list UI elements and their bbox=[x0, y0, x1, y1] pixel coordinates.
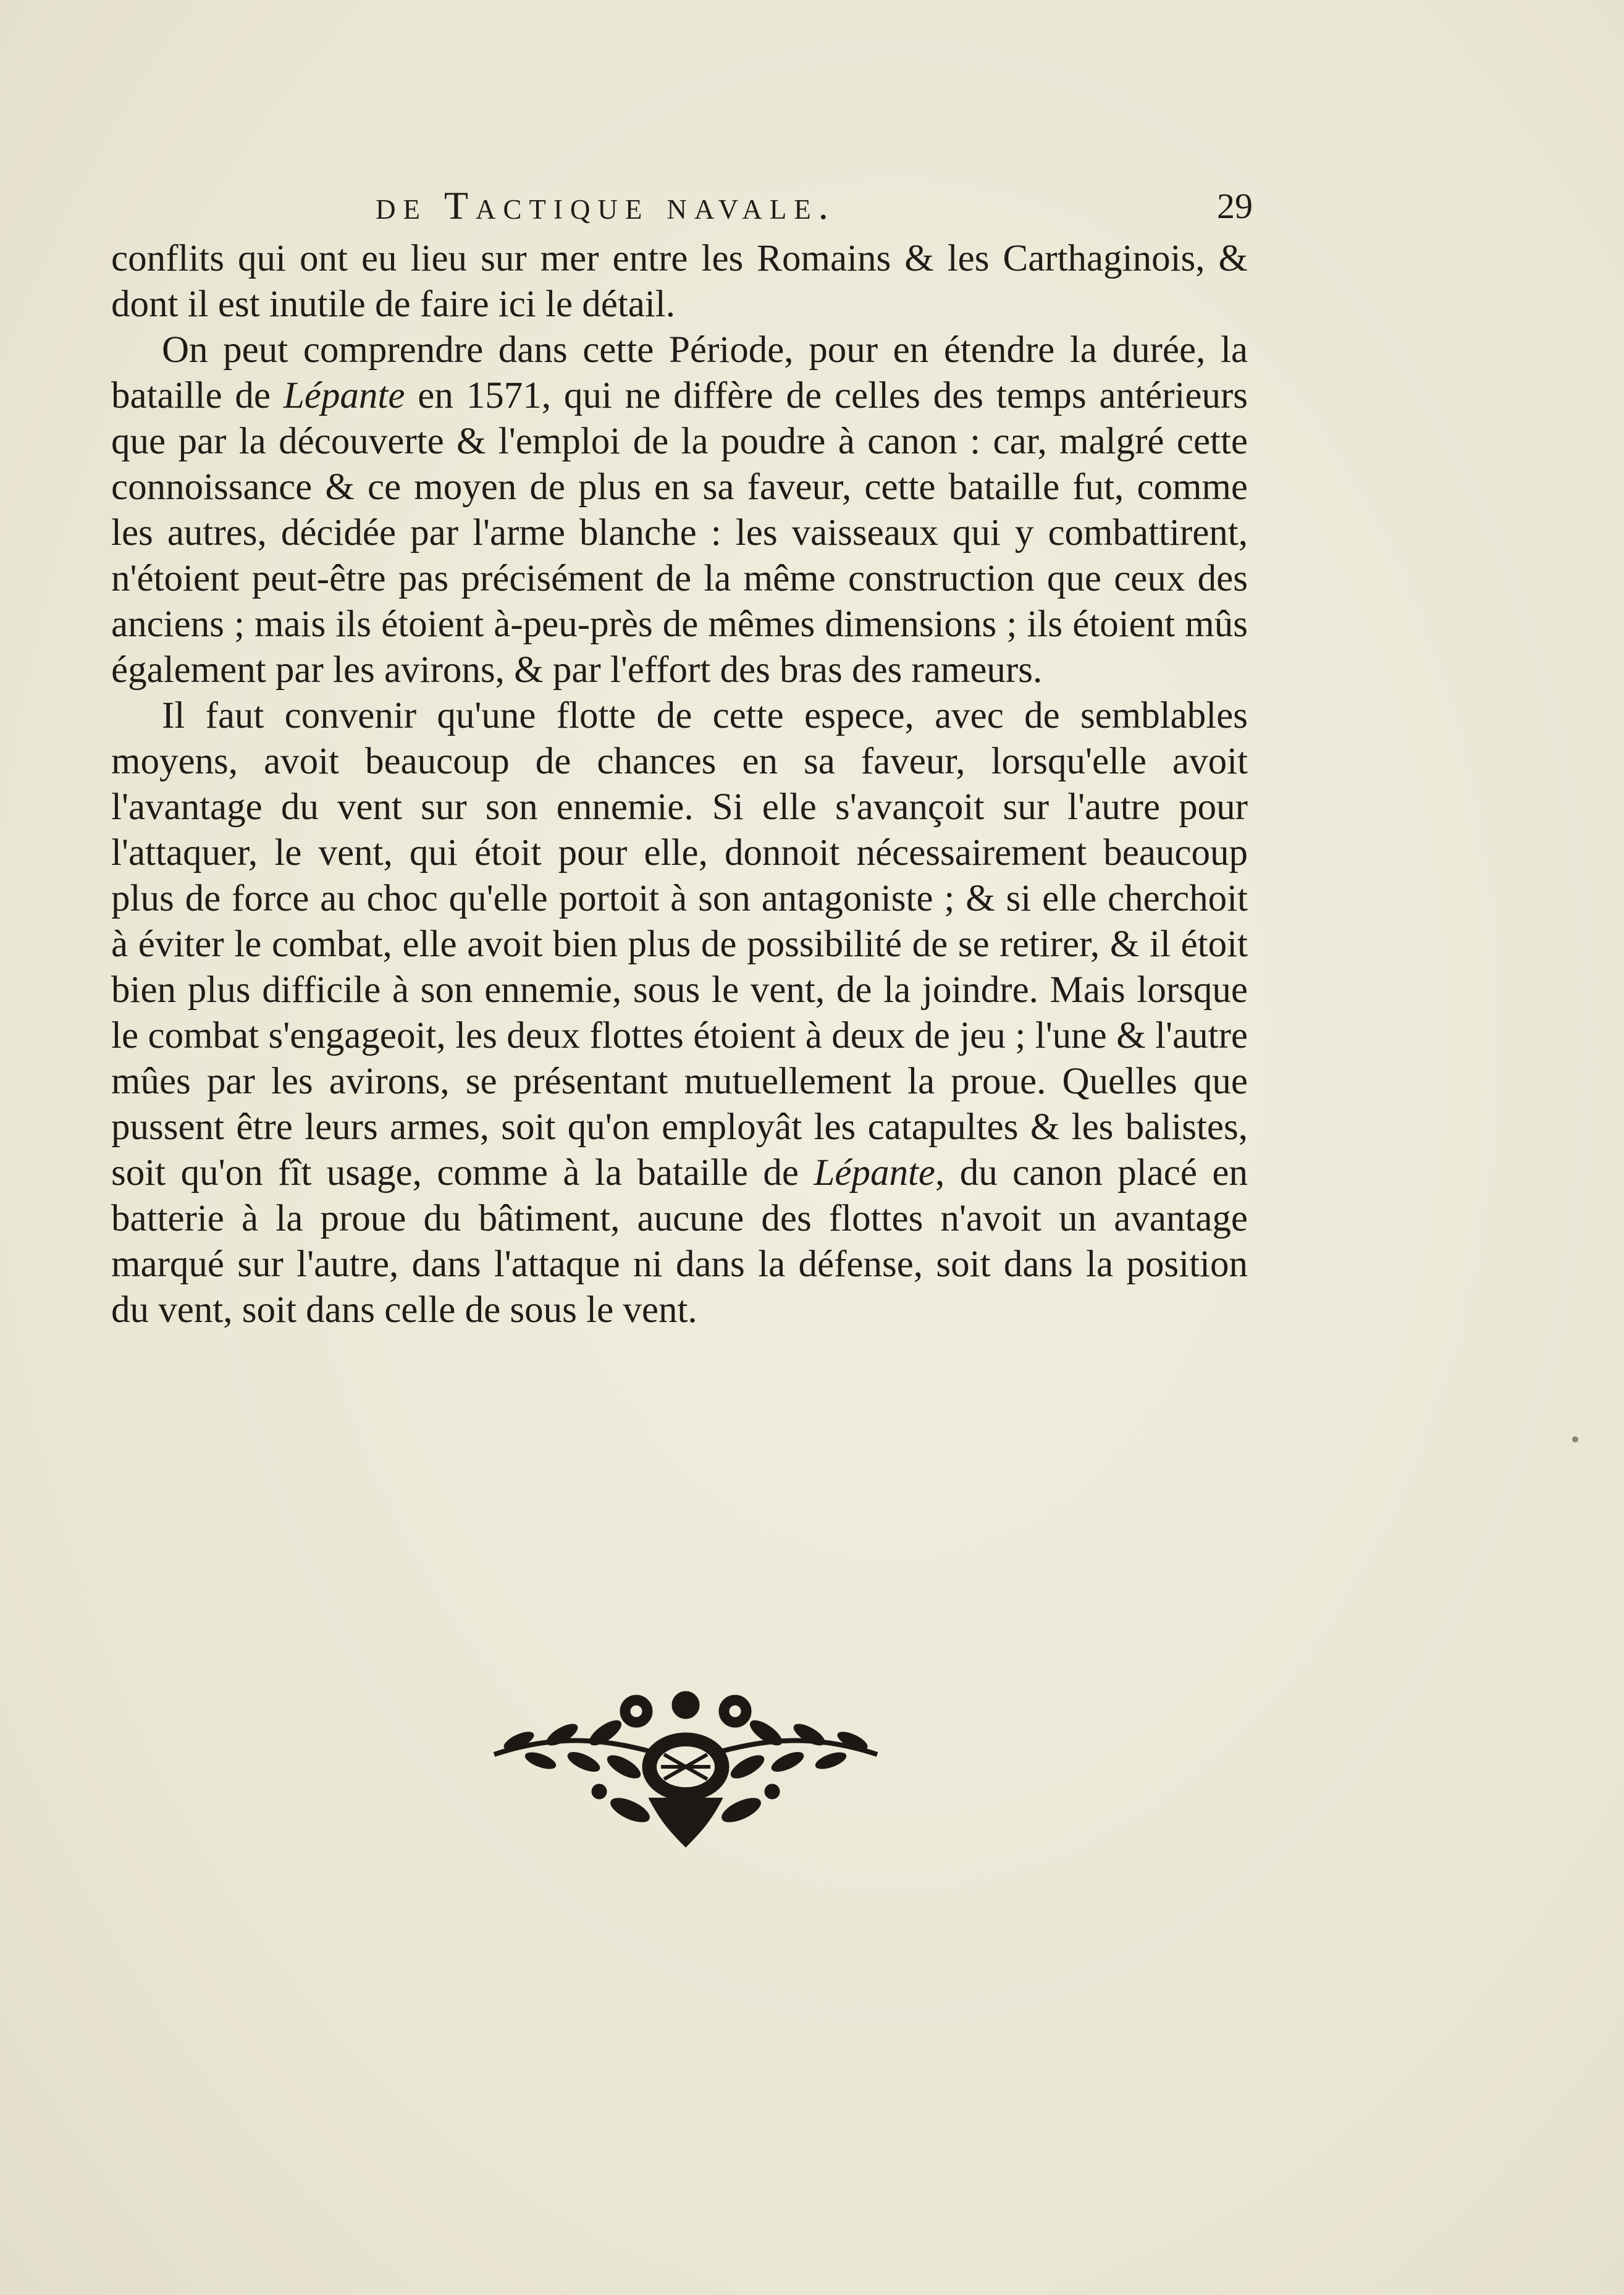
place-name-lepante: Lépante bbox=[283, 375, 405, 416]
body-text bbox=[111, 236, 1248, 1333]
paragraph-3-text-a: Il faut convenir qu'une flotte de cette espece, avec de semblables moyens, avoit beaucoup de chances en sa faveur, lorsqu'elle avoit l'avantage du vent sur son ennemie. Si elle s'avançoit sur l'autre pour l'attaquer, le vent, qui étoit pour elle, donnoit nécessairement beaucoup plus de force au choc qu'elle portoit à son antagoniste ; & si elle cherchoit à éviter le combat, elle avoit bien plus de possibilité de se retirer, & il étoit bien plus difficile à son ennemie, sous le vent, de la joindre. Mais lorsque le combat s'engageoit, les deux flottes étoient à deux de jeu ; l'une & l'autre mûes par les avirons, se présentant mutuellement la proue. Quelles que pussent être leurs armes, soit qu'on employât les catapultes & les balistes, soit qu'on fît usage, comme à la bataille de bbox=[111, 695, 1248, 1194]
paragraph-1: conflits qui ont eu lieu sur mer entre les Romains & les Carthaginois, & dont il est inutile de faire ici le détail. bbox=[111, 238, 1248, 325]
paragraph-3 bbox=[111, 693, 1248, 1333]
paper-speck bbox=[1572, 1436, 1578, 1442]
paragraph-2-text-b: en 1571, qui ne diffère de celles des temps antérieurs que par la découverte & l'emploi de la poudre à canon : car, malgré cette connoissance & ce moyen de plus en sa faveur, cette bataille fut, comme les autres, décidée par l'arme blanche : les vaisseaux qui y combattirent, n'étoient peut-être pas précisément de la même construction que ceux des anciens ; mais ils étoient à-peu-près de mêmes dimensions ; ils étoient mûs également par les avirons, & par l'effort des bras des rameurs. bbox=[111, 375, 1248, 691]
paragraph-2 bbox=[111, 327, 1248, 693]
paragraph-2-text-a: On peut comprendre dans cette Période, pour en étendre la durée, la bataille de bbox=[111, 329, 1248, 416]
running-header bbox=[376, 183, 1253, 232]
floral-ornament bbox=[476, 1662, 896, 1859]
running-title: de Tactique navale. bbox=[376, 183, 836, 227]
paragraph-3-text-b: , du canon placé en batterie à la proue du bâtiment, aucune des flottes n'avoit un avantage marqué sur l'autre, dans l'attaque ni dans la défense, soit dans la position du vent, soit dans celle de sous le vent. bbox=[111, 1152, 1248, 1331]
page-number: 29 bbox=[1217, 186, 1253, 226]
place-name-lepante-2: Lépante bbox=[814, 1152, 935, 1194]
